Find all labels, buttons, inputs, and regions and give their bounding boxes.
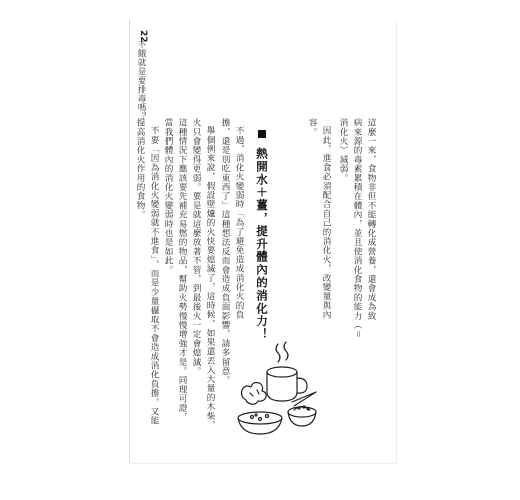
running-head: 不餓就是要排毒嗎？: [136, 40, 146, 121]
body-line: 不過，消化火變弱時「為了避免造成消化火的負: [234, 126, 244, 320]
ginger-icon: [242, 383, 267, 405]
food-illustration: [226, 338, 322, 446]
body-line: 當我們體內的消化火變弱時也是如此。: [163, 118, 173, 275]
body-line: 因此，進食必須配合自己的消化火，改變量與內: [321, 126, 331, 320]
body-line: 舉個例來說，假設壁爐的火快要熄滅了，這時候，如果還丟入大量的木柴，: [205, 126, 215, 430]
section-heading: [254, 130, 270, 341]
body-line: 火只會變得更弱。要是就這麼放著不管，到最後火一定會熄滅。: [191, 118, 201, 376]
body-line: 容。: [307, 118, 317, 137]
body-line: 不要「因為消化火變弱就不進食」，而是少量攝取不會造成消化負擔，又能: [149, 126, 159, 426]
page-number: 22: [138, 30, 148, 43]
rice-bowl-icon: [288, 392, 316, 426]
steam-icon: [276, 344, 280, 362]
square-bullet-icon: [258, 130, 266, 138]
section-heading-text: 熱開水＋薑，提升體內的消化力！: [255, 147, 269, 341]
body-line: 擔，還是別吃東西了」這種想法反而會造成負面影響，請多留意。: [220, 118, 230, 385]
body-line: 這麼一來，食物非但不能轉化成營養，還會成為致: [366, 118, 376, 321]
mug-icon: [267, 367, 307, 401]
body-line: 消化火）減弱。: [338, 118, 348, 183]
body-line: 提高消化火作用的食物。: [135, 118, 145, 220]
soup-bowl-icon: [238, 412, 282, 434]
body-line: 這種情況下應該要先補充易燃的物品，幫助火勢慢慢增強才是。同理可證，: [177, 118, 187, 422]
body-line: 病來源的毒素累積在體內，並且使消化食物的能力（＝: [352, 118, 362, 339]
